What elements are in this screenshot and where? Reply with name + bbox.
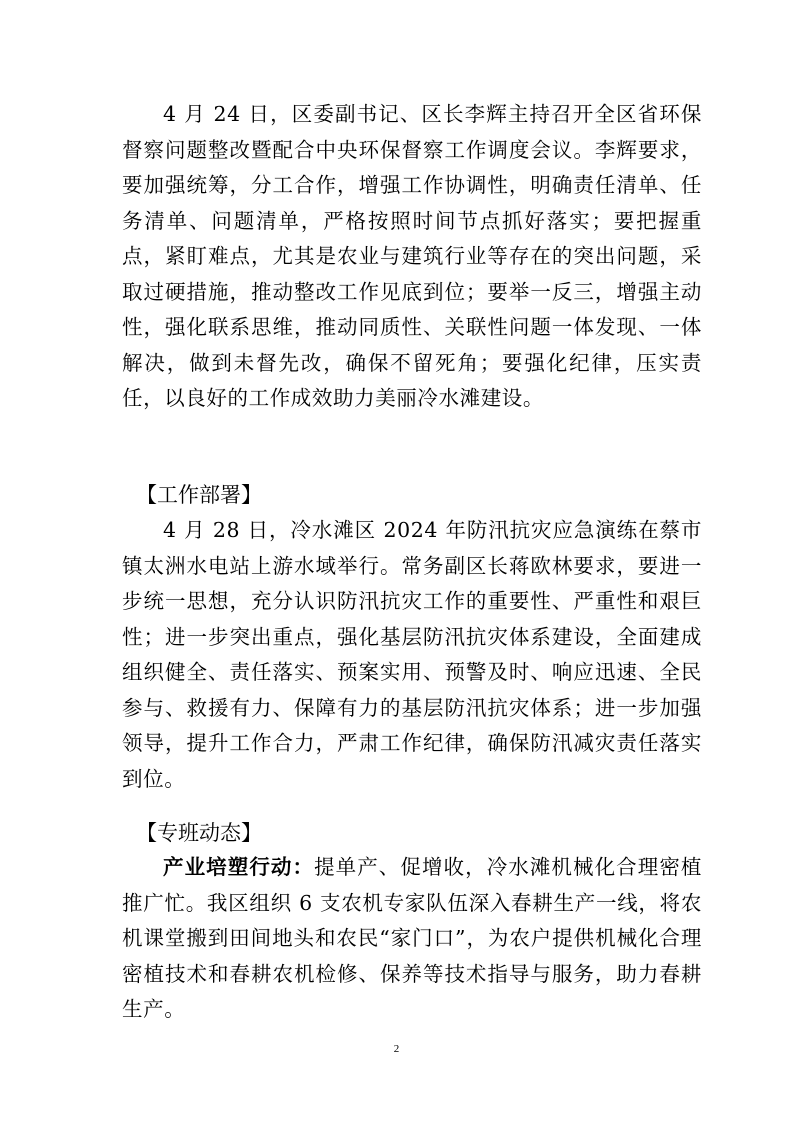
section-heading-work-deployment: 【工作部署】 bbox=[136, 483, 262, 507]
page-number: 2 bbox=[393, 1043, 400, 1055]
paragraph-body: 提单产、促增收，冷水滩机械化合理密植推广忙。我区组织 6 支农机专家队伍深入春耕生产一线，将农机课堂搬到田间地头和农民“家门口”，为农户提供机械化合理密植技术和春耕农机检修、保养等技术指导与服务，助力春耕生产。 bbox=[122, 855, 702, 1021]
paragraph-lead-label: 产业培塑行动： bbox=[163, 855, 315, 879]
paragraph-meeting: 4 月 24 日，区委副书记、区长李辉主持召开全区省环保督察问题整改暨配合中央环保督察工作调度会议。李辉要求，要加强统筹，分工合作，增强工作协调性，明确责任清单、任务清单、问题清单，严格按照时间节点抓好落实；要把握重点，紧盯难点，尤其是农业与建筑行业等存在的突出问题，采取过硬措施，推动整改工作见底到位；要举一反三，增强主动性，强化联系思维，推动同质性、关联性问题一体发现、一体解决，做到未督先改，确保不留死角；要强化纪律，压实责任，以良好的工作成效助力美丽冷水滩建设。 bbox=[122, 102, 702, 410]
paragraph-industry bbox=[122, 850, 702, 1028]
section-heading-special-dynamics: 【专班动态】 bbox=[136, 821, 262, 845]
paragraph-flood-drill: 4 月 28 日，冷水滩区 2024 年防汛抗灾应急演练在蔡市镇太洲水电站上游水域举行。常务副区长蒋欧林要求，要进一步统一思想，充分认识防汛抗灾工作的重要性、严重性和艰巨性；进一步突出重点，强化基层防汛抗灾体系建设，全面建成组织健全、责任落实、预案实用、预警及时、响应迅速、全民参与、救援有力、保障有力的基层防汛抗灾体系；进一步加强领导，提升工作合力，严肃工作纪律，确保防汛减灾责任落实到位。 bbox=[122, 518, 702, 791]
